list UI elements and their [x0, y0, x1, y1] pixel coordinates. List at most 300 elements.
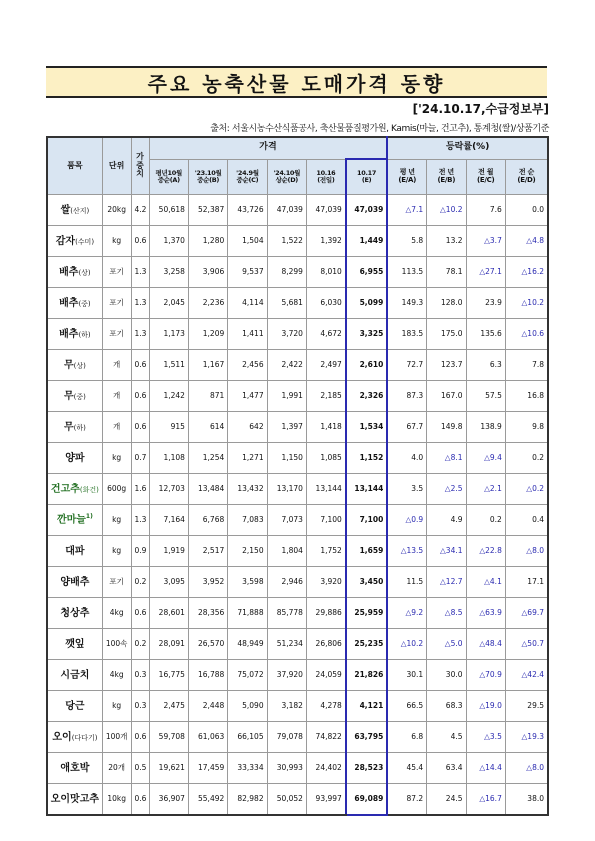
table-row	[47, 474, 548, 505]
rate-cell: △0.9	[387, 505, 426, 536]
rate-cell: 63.4	[427, 753, 466, 784]
item-unit: 100속	[102, 629, 131, 660]
price-cell: 26,570	[188, 629, 227, 660]
rate-cell: 30.0	[427, 660, 466, 691]
price-cell: 82,982	[228, 784, 267, 816]
price-cell: 19,621	[149, 753, 188, 784]
price-cell: 3,952	[188, 567, 227, 598]
price-cell: 74,822	[306, 722, 345, 753]
price-cell: 2,326	[346, 381, 388, 412]
price-cell: 3,450	[346, 567, 388, 598]
rate-cell: 87.2	[387, 784, 426, 816]
item-weight: 4.2	[131, 195, 149, 226]
item-unit: 4kg	[102, 598, 131, 629]
item-unit: 100개	[102, 722, 131, 753]
rate-cell: 167.0	[427, 381, 466, 412]
price-cell: 63,795	[346, 722, 388, 753]
price-cell: 1,370	[149, 226, 188, 257]
price-cell: 5,090	[228, 691, 267, 722]
price-cell: 1,392	[306, 226, 345, 257]
price-cell: 30,993	[267, 753, 306, 784]
header-rate-col-line1: 평 년	[399, 168, 415, 177]
price-cell: 3,598	[228, 567, 267, 598]
price-cell: 16,775	[149, 660, 188, 691]
item-name	[47, 753, 102, 784]
price-cell: 28,091	[149, 629, 188, 660]
price-cell: 51,234	[267, 629, 306, 660]
rate-cell: △10.2	[505, 288, 548, 319]
rate-cell: 23.9	[466, 288, 505, 319]
price-cell: 1,522	[267, 226, 306, 257]
rate-cell: △0.2	[505, 474, 548, 505]
price-cell: 7,073	[267, 505, 306, 536]
item-weight: 1.3	[131, 319, 149, 350]
header-rate-col-line1: 전 월	[478, 168, 494, 177]
rate-cell: 16.8	[505, 381, 548, 412]
header-price-col-line1: '24.10월	[273, 168, 301, 177]
table-row	[47, 412, 548, 443]
rate-cell: △34.1	[427, 536, 466, 567]
item-weight: 0.6	[131, 226, 149, 257]
price-cell: 1,534	[346, 412, 388, 443]
price-cell: 3,720	[267, 319, 306, 350]
item-weight: 0.6	[131, 381, 149, 412]
item-name	[47, 660, 102, 691]
rate-cell: 13.2	[427, 226, 466, 257]
item-weight: 0.6	[131, 412, 149, 443]
header-rate-col-line2: (E/D)	[517, 175, 536, 184]
header-weight: 가중치	[131, 137, 149, 195]
rate-cell: △69.7	[505, 598, 548, 629]
item-unit: kg	[102, 226, 131, 257]
price-cell: 50,618	[149, 195, 188, 226]
rate-cell: △10.2	[427, 195, 466, 226]
table-row	[47, 784, 548, 816]
header-price-col-line1: '24.9월	[236, 168, 259, 177]
rate-cell: △7.1	[387, 195, 426, 226]
rate-cell: 9.8	[505, 412, 548, 443]
item-name	[47, 226, 102, 257]
rate-cell: 87.3	[387, 381, 426, 412]
item-grade: (산지)	[70, 206, 90, 215]
rate-cell: 0.2	[466, 505, 505, 536]
price-cell: 12,703	[149, 474, 188, 505]
item-name	[47, 629, 102, 660]
table-row	[47, 195, 548, 226]
item-weight: 1.3	[131, 505, 149, 536]
header-rate-group: 등락률(%)	[387, 137, 548, 159]
item-name	[47, 505, 102, 536]
rate-cell: 128.0	[427, 288, 466, 319]
rate-cell: △9.2	[387, 598, 426, 629]
item-name	[47, 691, 102, 722]
price-cell: 48,949	[228, 629, 267, 660]
rate-cell: △8.5	[427, 598, 466, 629]
rate-cell: 113.5	[387, 257, 426, 288]
item-unit: 포기	[102, 288, 131, 319]
header-rate-col	[505, 159, 548, 195]
price-cell: 59,708	[149, 722, 188, 753]
rate-cell: 4.9	[427, 505, 466, 536]
price-cell: 1,085	[306, 443, 345, 474]
rate-cell: 3.5	[387, 474, 426, 505]
item-name-text: 청상추	[60, 607, 90, 619]
header-price-col	[346, 159, 388, 195]
item-grade: (상)	[73, 361, 86, 370]
price-cell: 3,258	[149, 257, 188, 288]
price-cell: 1,108	[149, 443, 188, 474]
header-rate-col-line2: (E/B)	[437, 175, 456, 184]
item-unit: kg	[102, 505, 131, 536]
rate-cell: 7.6	[466, 195, 505, 226]
price-cell: 871	[188, 381, 227, 412]
rate-cell: △13.5	[387, 536, 426, 567]
price-cell: 37,920	[267, 660, 306, 691]
price-cell: 1,397	[267, 412, 306, 443]
item-name	[47, 443, 102, 474]
price-cell: 33,334	[228, 753, 267, 784]
rate-cell: 135.6	[466, 319, 505, 350]
price-cell: 915	[149, 412, 188, 443]
item-unit: 600g	[102, 474, 131, 505]
header-price-col	[228, 159, 267, 195]
table-row	[47, 443, 548, 474]
price-cell: 2,422	[267, 350, 306, 381]
header-rate-col-line2: (E/C)	[476, 175, 495, 184]
item-name	[47, 474, 102, 505]
price-cell: 4,121	[346, 691, 388, 722]
rate-cell: 45.4	[387, 753, 426, 784]
price-cell: 2,045	[149, 288, 188, 319]
price-cell: 2,150	[228, 536, 267, 567]
item-name	[47, 195, 102, 226]
price-cell: 1,418	[306, 412, 345, 443]
price-cell: 2,236	[188, 288, 227, 319]
rate-cell: △4.8	[505, 226, 548, 257]
item-unit: 개	[102, 412, 131, 443]
rate-cell: 0.2	[505, 443, 548, 474]
page-title: 주요 농축산물 도매가격 동향	[147, 71, 446, 96]
price-cell: 1,242	[149, 381, 188, 412]
header-rate-col-line1: 전 년	[438, 168, 454, 177]
item-name	[47, 350, 102, 381]
item-unit: 포기	[102, 567, 131, 598]
item-name	[47, 288, 102, 319]
item-grade: (중)	[78, 299, 91, 308]
header-rate-col	[427, 159, 466, 195]
item-weight: 0.9	[131, 536, 149, 567]
item-unit: 개	[102, 381, 131, 412]
price-cell: 2,448	[188, 691, 227, 722]
rate-cell: △10.6	[505, 319, 548, 350]
item-name	[47, 381, 102, 412]
rate-cell: 72.7	[387, 350, 426, 381]
rate-cell: 138.9	[466, 412, 505, 443]
header-price-col	[149, 159, 188, 195]
price-cell: 7,164	[149, 505, 188, 536]
item-name-text: 양배추	[60, 576, 90, 588]
item-grade: (화건)	[79, 485, 99, 494]
item-weight: 0.2	[131, 567, 149, 598]
item-unit: 20개	[102, 753, 131, 784]
item-grade: (다다기)	[71, 733, 98, 742]
item-weight: 0.3	[131, 660, 149, 691]
item-name-text: 당근	[65, 700, 85, 712]
item-unit: 10kg	[102, 784, 131, 816]
rate-cell: 4.0	[387, 443, 426, 474]
price-cell: 85,778	[267, 598, 306, 629]
header-unit: 단위	[102, 137, 131, 195]
price-cell: 47,039	[346, 195, 388, 226]
rate-cell: 123.7	[427, 350, 466, 381]
price-cell: 47,039	[267, 195, 306, 226]
price-cell: 6,955	[346, 257, 388, 288]
price-cell: 43,726	[228, 195, 267, 226]
item-grade: (중)	[73, 392, 86, 401]
item-weight: 0.3	[131, 691, 149, 722]
price-cell: 13,432	[228, 474, 267, 505]
price-cell: 1,152	[346, 443, 388, 474]
price-cell: 24,402	[306, 753, 345, 784]
rate-cell: 4.5	[427, 722, 466, 753]
rate-cell: △16.2	[505, 257, 548, 288]
item-unit: kg	[102, 536, 131, 567]
header-price-col-line2: 중순(B)	[197, 175, 220, 184]
rate-cell: △19.0	[466, 691, 505, 722]
rate-cell: △42.4	[505, 660, 548, 691]
price-cell: 1,659	[346, 536, 388, 567]
item-weight: 0.5	[131, 753, 149, 784]
table-row	[47, 288, 548, 319]
price-cell: 13,170	[267, 474, 306, 505]
table-row	[47, 536, 548, 567]
item-name-text: 오이맛고추	[50, 793, 100, 805]
header-price-col-line1: 평년10월	[155, 168, 182, 177]
item-name	[47, 598, 102, 629]
rate-cell: △8.1	[427, 443, 466, 474]
price-cell: 1,804	[267, 536, 306, 567]
table-body	[47, 195, 548, 816]
rate-cell: △48.4	[466, 629, 505, 660]
item-name-text: 배추	[59, 297, 79, 309]
price-cell: 69,089	[346, 784, 388, 816]
item-name-text: 애호박	[60, 762, 90, 774]
item-weight: 0.7	[131, 443, 149, 474]
rate-cell: △70.9	[466, 660, 505, 691]
item-grade: (하)	[73, 423, 86, 432]
table-row	[47, 691, 548, 722]
rate-cell: △4.1	[466, 567, 505, 598]
item-unit: kg	[102, 691, 131, 722]
item-name	[47, 784, 102, 816]
item-name-text: 쌀	[60, 204, 71, 216]
price-cell: 1,271	[228, 443, 267, 474]
rate-cell: 7.8	[505, 350, 548, 381]
price-cell: 7,100	[306, 505, 345, 536]
rate-cell: 30.1	[387, 660, 426, 691]
item-name-text: 시금치	[60, 669, 90, 681]
price-cell: 8,010	[306, 257, 345, 288]
price-cell: 3,095	[149, 567, 188, 598]
price-cell: 28,601	[149, 598, 188, 629]
table-row	[47, 660, 548, 691]
rate-cell: 0.4	[505, 505, 548, 536]
item-name	[47, 567, 102, 598]
table-row	[47, 257, 548, 288]
price-cell: 2,475	[149, 691, 188, 722]
item-weight: 1.3	[131, 257, 149, 288]
price-cell: 79,078	[267, 722, 306, 753]
item-name-text: 깐마늘	[56, 514, 86, 526]
rate-cell: △5.0	[427, 629, 466, 660]
rate-cell: △12.7	[427, 567, 466, 598]
price-cell: 1,477	[228, 381, 267, 412]
price-cell: 17,459	[188, 753, 227, 784]
header-price-col-line1: '23.10월	[194, 168, 222, 177]
rate-cell: 17.1	[505, 567, 548, 598]
item-weight: 0.6	[131, 722, 149, 753]
price-cell: 28,523	[346, 753, 388, 784]
item-grade: (하)	[78, 330, 91, 339]
rate-cell: △19.3	[505, 722, 548, 753]
price-cell: 1,752	[306, 536, 345, 567]
rate-cell: 24.5	[427, 784, 466, 816]
price-cell: 2,497	[306, 350, 345, 381]
price-cell: 3,325	[346, 319, 388, 350]
price-cell: 1,280	[188, 226, 227, 257]
price-cell: 4,672	[306, 319, 345, 350]
price-cell: 29,886	[306, 598, 345, 629]
rate-cell: 38.0	[505, 784, 548, 816]
item-unit: 20kg	[102, 195, 131, 226]
price-cell: 13,484	[188, 474, 227, 505]
item-name	[47, 257, 102, 288]
price-cell: 93,997	[306, 784, 345, 816]
item-name	[47, 412, 102, 443]
item-name-text: 오이	[52, 731, 72, 743]
rate-cell: △3.7	[466, 226, 505, 257]
header-item: 품목	[47, 137, 102, 195]
rate-cell: 149.8	[427, 412, 466, 443]
price-cell: 16,788	[188, 660, 227, 691]
price-cell: 7,100	[346, 505, 388, 536]
rate-cell: △22.8	[466, 536, 505, 567]
price-cell: 28,356	[188, 598, 227, 629]
item-weight: 1.6	[131, 474, 149, 505]
item-name-text: 무	[63, 359, 74, 371]
price-cell: 47,039	[306, 195, 345, 226]
item-name-text: 감자	[55, 235, 76, 247]
price-cell: 3,906	[188, 257, 227, 288]
header-rate-col	[387, 159, 426, 195]
item-name-text: 무	[63, 390, 74, 402]
item-name-text: 깻잎	[65, 638, 85, 650]
price-cell: 1,449	[346, 226, 388, 257]
table-row	[47, 598, 548, 629]
price-cell: 36,907	[149, 784, 188, 816]
table-row	[47, 350, 548, 381]
rate-cell: 66.5	[387, 691, 426, 722]
price-cell: 1,254	[188, 443, 227, 474]
rate-cell: △8.0	[505, 536, 548, 567]
price-cell: 25,235	[346, 629, 388, 660]
rate-cell: 149.3	[387, 288, 426, 319]
wholesale-price-table	[46, 136, 549, 816]
price-cell: 3,920	[306, 567, 345, 598]
item-unit: 포기	[102, 319, 131, 350]
price-cell: 9,537	[228, 257, 267, 288]
item-name	[47, 536, 102, 567]
price-cell: 2,946	[267, 567, 306, 598]
page-title-banner	[46, 66, 547, 98]
price-cell: 1,150	[267, 443, 306, 474]
price-cell: 4,278	[306, 691, 345, 722]
rate-cell: 5.8	[387, 226, 426, 257]
header-price-col	[188, 159, 227, 195]
price-cell: 24,059	[306, 660, 345, 691]
price-cell: 3,182	[267, 691, 306, 722]
price-cell: 642	[228, 412, 267, 443]
item-weight: 0.6	[131, 350, 149, 381]
price-cell: 8,299	[267, 257, 306, 288]
item-unit: 개	[102, 350, 131, 381]
price-cell: 4,114	[228, 288, 267, 319]
table-row	[47, 505, 548, 536]
rate-cell: 68.3	[427, 691, 466, 722]
header-price-col-line2: (전일)	[317, 175, 335, 184]
rate-cell: 0.0	[505, 195, 548, 226]
item-name	[47, 722, 102, 753]
item-weight: 0.6	[131, 598, 149, 629]
rate-cell: △8.0	[505, 753, 548, 784]
rate-cell: 78.1	[427, 257, 466, 288]
report-date-department: ['24.10.17,수급정보부]	[412, 102, 549, 116]
item-name-text: 배추	[59, 266, 79, 278]
rate-cell: △63.9	[466, 598, 505, 629]
item-name-text: 건고추	[50, 483, 80, 495]
item-weight: 0.6	[131, 784, 149, 816]
rate-cell: △14.4	[466, 753, 505, 784]
rate-cell: 6.8	[387, 722, 426, 753]
price-cell: 6,768	[188, 505, 227, 536]
item-grade: (수미)	[75, 237, 95, 246]
header-price-col	[306, 159, 345, 195]
header-price-col	[267, 159, 306, 195]
header-price-col-line2: 중순(A)	[157, 175, 180, 184]
rate-cell: 67.7	[387, 412, 426, 443]
item-unit: 4kg	[102, 660, 131, 691]
price-cell: 21,826	[346, 660, 388, 691]
price-cell: 5,681	[267, 288, 306, 319]
rate-cell: 183.5	[387, 319, 426, 350]
source-note: 출처: 서울시농수산식품공사, 축산물품질평가원, Kamis(마늘, 건고추), 통계청(쌀)/상품기준	[210, 124, 549, 134]
price-cell: 1,504	[228, 226, 267, 257]
price-cell: 66,105	[228, 722, 267, 753]
header-rate-col	[466, 159, 505, 195]
price-cell: 2,517	[188, 536, 227, 567]
price-cell: 6,030	[306, 288, 345, 319]
header-price-col-line1: 10.17	[357, 168, 377, 177]
price-cell: 61,063	[188, 722, 227, 753]
price-cell: 7,083	[228, 505, 267, 536]
table-row	[47, 629, 548, 660]
rate-cell: △2.5	[427, 474, 466, 505]
price-cell: 52,387	[188, 195, 227, 226]
item-name-text: 양파	[65, 452, 85, 464]
table-row	[47, 567, 548, 598]
price-cell: 75,072	[228, 660, 267, 691]
table-row	[47, 319, 548, 350]
